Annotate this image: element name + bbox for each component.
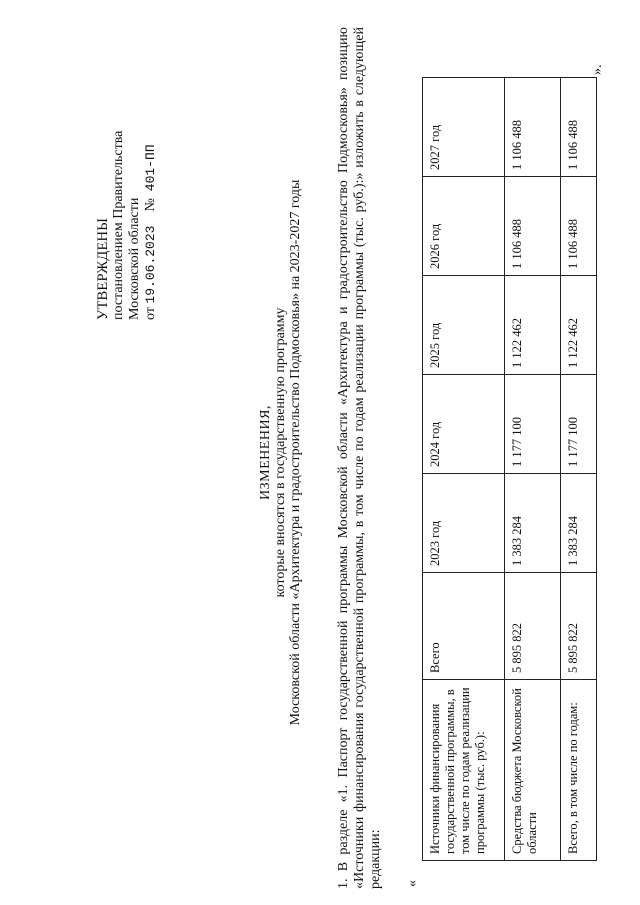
table-cell: 5 895 822 (561, 573, 597, 680)
approval-line-2: Московской области (127, 197, 142, 320)
title-main: ИЗМЕНЕНИЯ, (258, 405, 273, 500)
table-cell: 1 122 462 (561, 276, 597, 375)
table-cell: Всего, в том числе по годам: (561, 680, 597, 861)
table-cell: 1 106 488 (561, 78, 597, 177)
table-cell: 1 122 462 (505, 276, 561, 375)
header-cell: Источники финансирования государственной программы, в том числе по годам реализации программы (тыс. руб.): (423, 680, 505, 861)
table-row (561, 78, 597, 861)
header-cell: 2024 год (423, 375, 505, 474)
table-cell: 1 383 284 (561, 474, 597, 573)
approval-date: 19.06.2023 (143, 225, 158, 304)
approval-number-sign: № (143, 198, 158, 212)
opening-quote: « (405, 880, 420, 887)
header-cell: 2026 год (423, 177, 505, 276)
document-title (258, 0, 303, 905)
title-line-2: которые вносятся в государственную программу (273, 307, 288, 598)
table-cell: 1 106 488 (561, 177, 597, 276)
header-cell: 2027 год (423, 78, 505, 177)
header-cell: Всего (423, 573, 505, 680)
table-cell: 1 106 488 (505, 177, 561, 276)
table-header-row (423, 78, 505, 861)
closing-quote: ». (590, 64, 605, 75)
table-cell: 1 383 284 (505, 474, 561, 573)
table-row (505, 78, 561, 861)
financing-table (422, 77, 597, 861)
header-cell: 2025 год (423, 276, 505, 375)
table-cell: 1 177 100 (505, 375, 561, 474)
table-cell: 1 106 488 (505, 78, 561, 177)
table-cell: Средства бюджета Московской области (505, 680, 561, 861)
approval-from-label: от (143, 307, 158, 320)
approval-line-1: постановлением Правительства (111, 130, 126, 320)
approval-date-line (143, 90, 159, 320)
amendment-paragraph: 1. В разделе «1. Паспорт государственной программы Московской области «Архитектура и градостроительство Подмосковья» позицию «Источники финансирования государственной программы, в том числе по годам реализации программы (тыс. руб.):» изложить в следующей редакции: (336, 27, 383, 889)
approval-number: 401-ПП (143, 144, 158, 192)
header-cell: 2023 год (423, 474, 505, 573)
approval-block (95, 90, 159, 320)
approval-heading: УТВЕРЖДЕНЫ (95, 217, 111, 320)
title-line-3: Московской области «Архитектура и градостроительство Подмосковья» на 2023-2027 годы (288, 179, 303, 726)
table-cell: 5 895 822 (505, 573, 561, 680)
table-cell: 1 177 100 (561, 375, 597, 474)
